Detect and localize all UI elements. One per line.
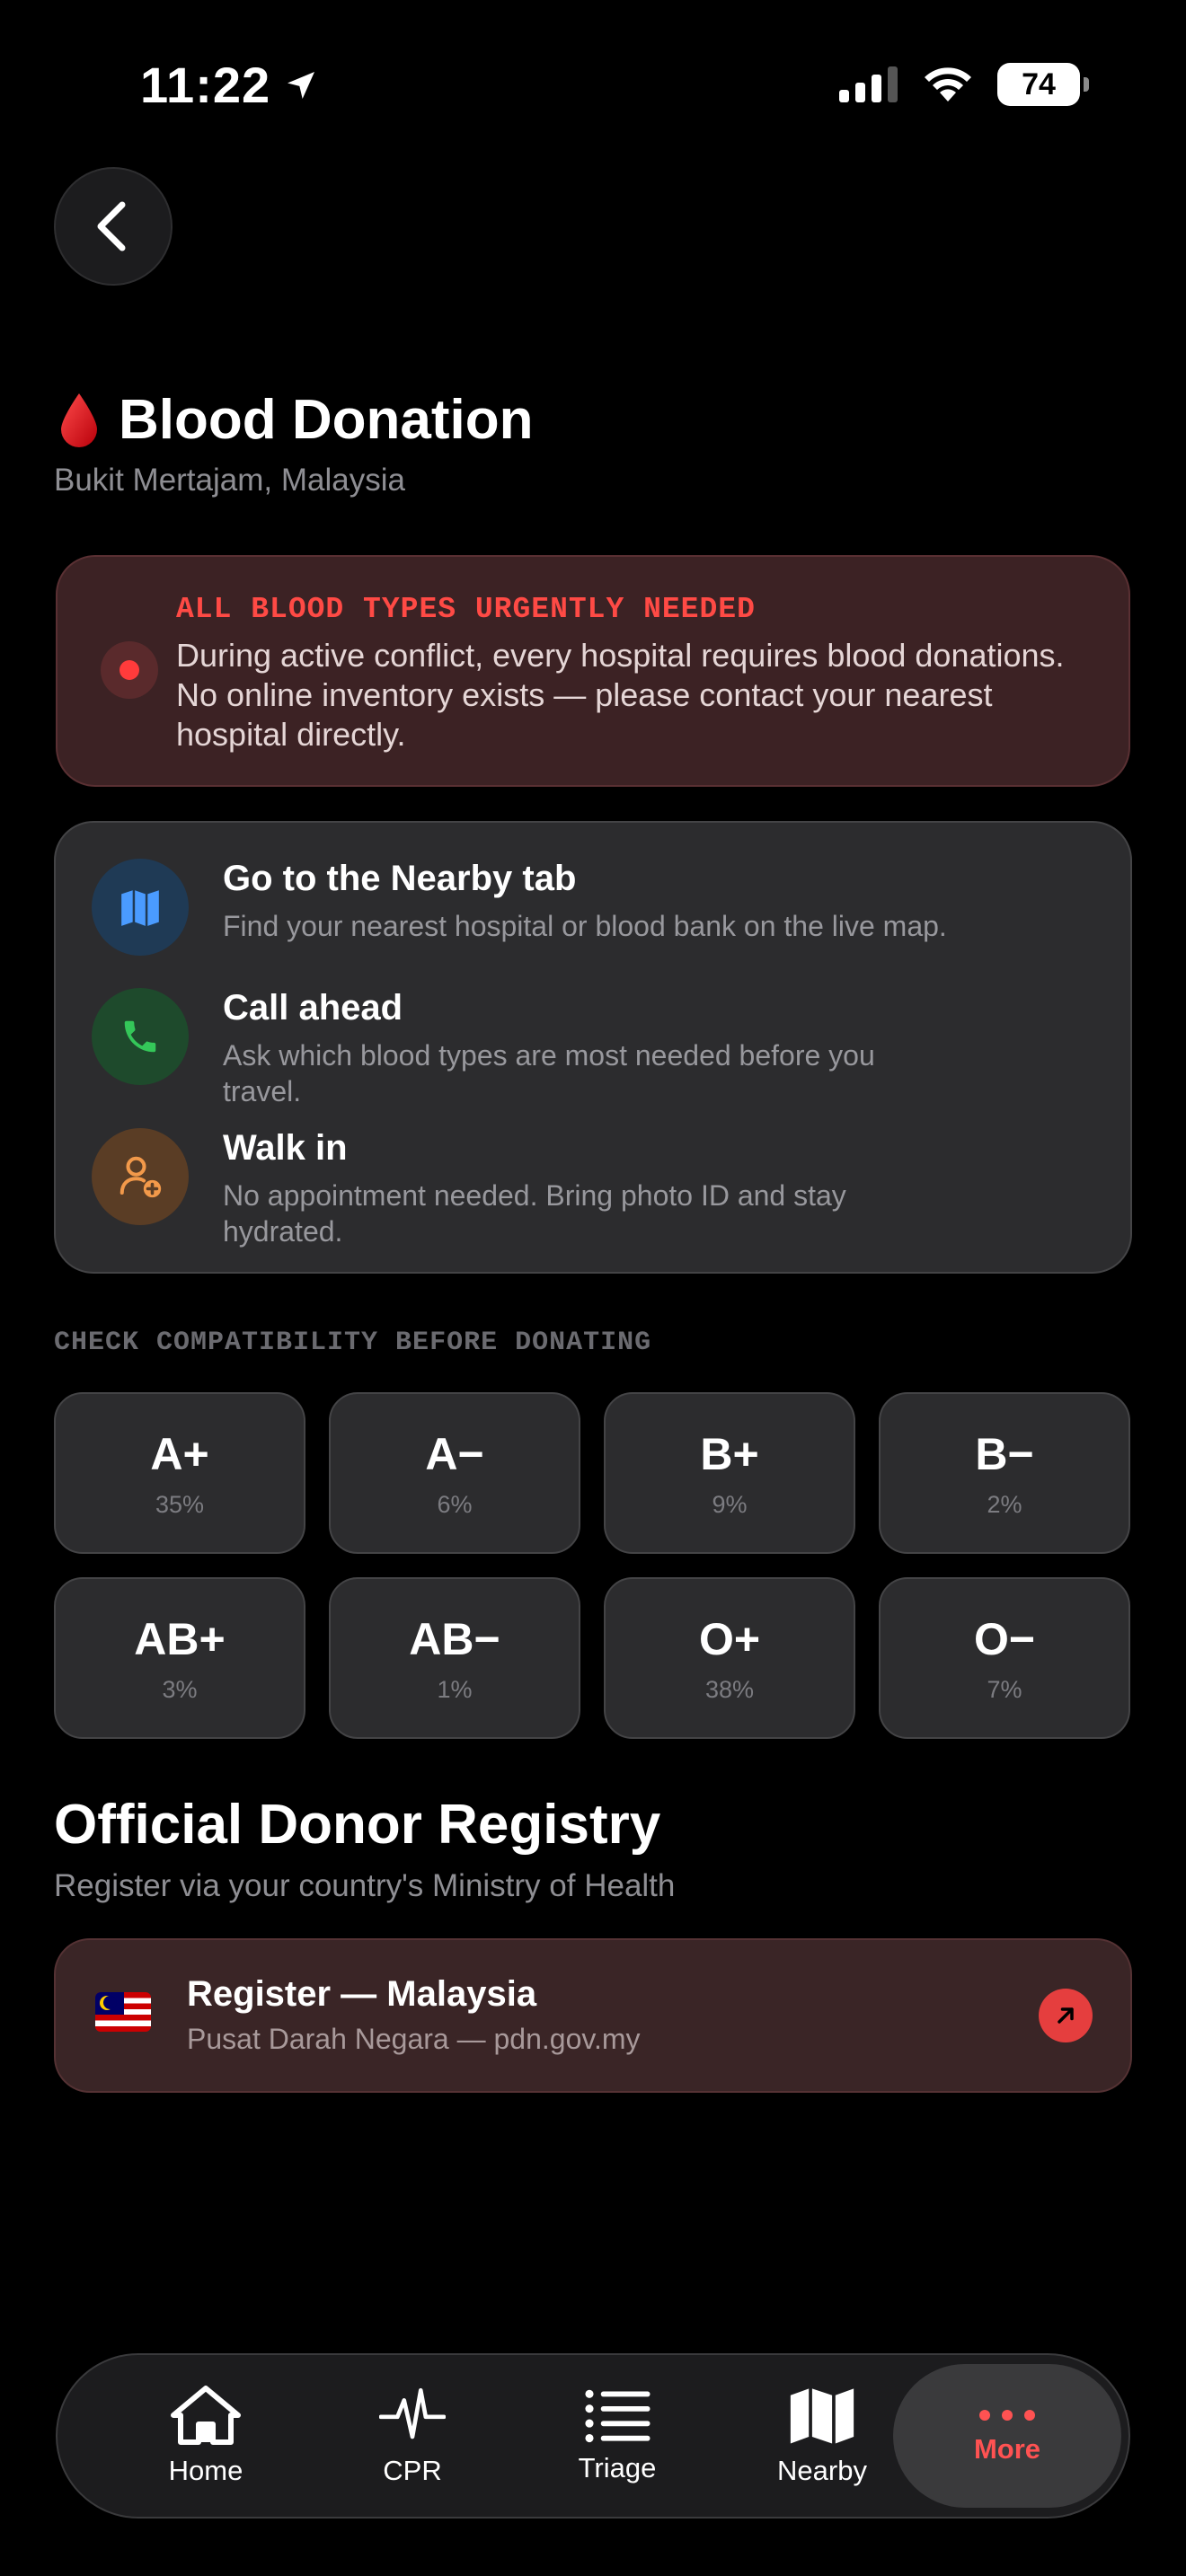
- phone-icon: [92, 988, 189, 1085]
- home-icon: [170, 2385, 242, 2446]
- urgent-alert-card: [56, 555, 1130, 787]
- step-title: Walk in: [223, 1128, 348, 1168]
- cellular-signal-icon: [839, 66, 898, 102]
- blood-type-label: A−: [425, 1428, 484, 1479]
- blood-type-label: B−: [975, 1428, 1034, 1479]
- compatibility-section-label: CHECK COMPATIBILITY BEFORE DONATING: [54, 1328, 652, 1358]
- step-title: Go to the Nearby tab: [223, 859, 577, 898]
- pulse-icon: [379, 2385, 446, 2446]
- person-add-icon: [92, 1128, 189, 1225]
- location-subtitle: Bukit Mertajam, Malaysia: [54, 463, 405, 498]
- blood-type-a-neg[interactable]: [329, 1392, 580, 1554]
- wifi-icon: [922, 66, 974, 103]
- blood-type-label: O+: [698, 1613, 761, 1664]
- blood-type-percent: 7%: [987, 1675, 1022, 1703]
- step-walk-in[interactable]: [92, 1128, 906, 1249]
- status-bar: [0, 0, 1186, 171]
- status-time: 11:22: [140, 56, 319, 114]
- tab-label: Triage: [578, 2452, 657, 2483]
- blood-type-percent: 2%: [987, 1490, 1022, 1518]
- blood-type-ab-pos[interactable]: [54, 1577, 305, 1739]
- blood-type-percent: 35%: [155, 1490, 205, 1518]
- page-header: [59, 388, 533, 452]
- page-title: Blood Donation: [119, 389, 534, 451]
- blood-type-b-pos[interactable]: [604, 1392, 855, 1554]
- tab-label: Home: [168, 2455, 243, 2486]
- donation-steps-card: [54, 821, 1132, 1274]
- map-icon: [92, 859, 189, 956]
- step-title: Call ahead: [223, 988, 403, 1028]
- tab-more[interactable]: [893, 2364, 1121, 2508]
- malaysia-flag-icon: [95, 1992, 151, 2032]
- step-call-ahead[interactable]: [92, 988, 924, 1109]
- blood-type-o-neg[interactable]: [879, 1577, 1130, 1739]
- back-button[interactable]: [54, 167, 173, 286]
- battery-indicator: 74: [997, 63, 1080, 106]
- tab-home[interactable]: [102, 2355, 309, 2517]
- tab-triage[interactable]: [514, 2355, 721, 2517]
- blood-type-grid: [54, 1392, 1132, 1739]
- blood-type-ab-neg[interactable]: [329, 1577, 580, 1739]
- tab-cpr[interactable]: [309, 2355, 516, 2517]
- status-indicators: [839, 63, 1080, 106]
- blood-type-percent: 38%: [704, 1675, 755, 1703]
- chevron-left-icon: [92, 199, 135, 253]
- alert-dot-icon: [101, 641, 158, 699]
- register-malaysia-link[interactable]: [54, 1938, 1132, 2093]
- blood-type-o-pos[interactable]: [604, 1577, 855, 1739]
- tab-label: More: [973, 2433, 1041, 2465]
- blood-type-label: A+: [150, 1428, 209, 1479]
- register-card-subtitle: Pusat Darah Negara — pdn.gov.my: [187, 2023, 641, 2055]
- step-desc: Ask which blood types are most needed before you travel.: [223, 1039, 875, 1107]
- registry-title: Official Donor Registry: [54, 1794, 661, 1856]
- tab-bar: [56, 2353, 1130, 2519]
- list-icon: [584, 2387, 651, 2443]
- blood-type-percent: 1%: [437, 1675, 473, 1703]
- blood-type-label: AB+: [134, 1613, 226, 1664]
- blood-drop-icon: [59, 392, 99, 449]
- blood-type-percent: 3%: [162, 1675, 198, 1703]
- step-nearby[interactable]: [92, 859, 1031, 956]
- location-arrow-icon: [283, 67, 319, 103]
- more-icon: [976, 2406, 1039, 2424]
- blood-type-label: O−: [973, 1613, 1036, 1664]
- tab-label: CPR: [383, 2455, 442, 2486]
- blood-type-label: B+: [700, 1428, 759, 1479]
- step-desc: No appointment needed. Bring photo ID and stay hydrated.: [223, 1179, 846, 1248]
- registry-subtitle: Register via your country's Ministry of Health: [54, 1868, 676, 1903]
- step-desc: Find your nearest hospital or blood bank on the live map.: [223, 910, 947, 942]
- blood-type-label: AB−: [409, 1613, 500, 1664]
- alert-body: During active conflict, every hospital requires blood donations. No online inventory exists — please contact your nearest hospital directly.: [176, 637, 1065, 753]
- register-card-title: Register — Malaysia: [187, 1974, 537, 2014]
- tab-label: Nearby: [777, 2455, 867, 2486]
- blood-type-percent: 6%: [437, 1490, 473, 1518]
- alert-heading: ALL BLOOD TYPES URGENTLY NEEDED: [176, 593, 756, 626]
- map-icon: [789, 2385, 855, 2446]
- blood-type-a-pos[interactable]: [54, 1392, 305, 1554]
- blood-type-b-neg[interactable]: [879, 1392, 1130, 1554]
- external-link-icon: [1039, 1989, 1093, 2042]
- blood-type-percent: 9%: [712, 1490, 748, 1518]
